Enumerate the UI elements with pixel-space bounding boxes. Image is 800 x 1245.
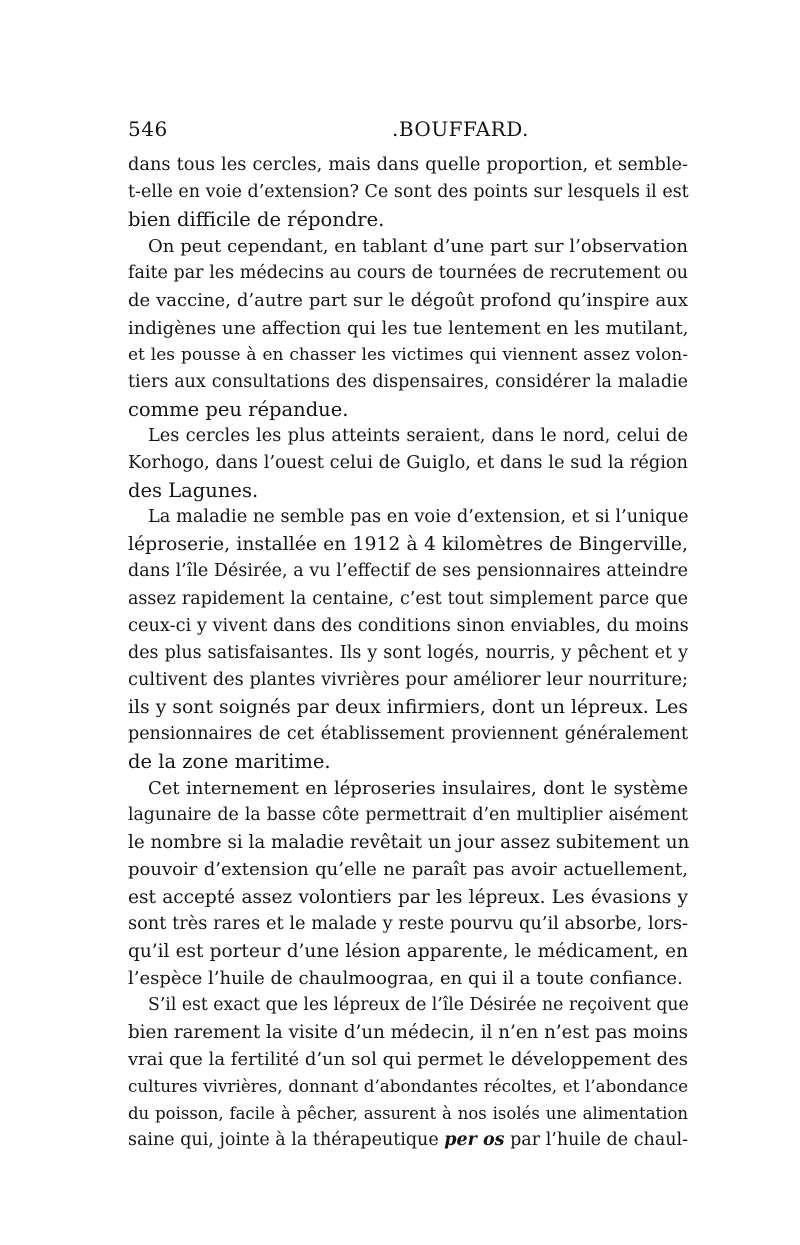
text-segment: Les cercles les plus atteints seraient, dans le nord, celui de (148, 425, 688, 446)
text-line (128, 938, 688, 965)
text-segment: saine qui, jointe à la thérapeutique (128, 1130, 445, 1151)
text-line (128, 1127, 688, 1154)
text-segment: S’il est exact que les lépreux de l’île Désirée ne reçoivent que (148, 994, 689, 1015)
text-line (128, 423, 688, 450)
text-line (128, 504, 688, 531)
page-header (128, 117, 688, 147)
text-segment: pensionnaires de cet établissement proviennent généralement (128, 723, 688, 744)
text-segment: t-elle en voie d’extension? Ce sont des points sur lesquels il est (128, 182, 689, 203)
text-segment: ceux-ci y vivent dans des conditions sinon enviables, du moins (128, 615, 689, 636)
text-segment: le nombre si la maladie revêtait un jour assez subitement un (128, 832, 690, 854)
text-segment: et les pousse à en chasser les victimes qui viennent assez volon- (128, 344, 688, 365)
text-line (128, 206, 688, 233)
text-line (128, 1019, 688, 1046)
text-line (128, 558, 688, 585)
text-segment: lagunaire de la basse côte permettrait d’en multiplier aisément (128, 805, 688, 826)
text-line (128, 992, 688, 1019)
text-segment: bien rarement la visite d’un médecin, il n’en n’est pas moins (128, 1022, 688, 1043)
text-segment: pouvoir d’extension qu’elle ne paraît pas avoir actuellement, (128, 859, 688, 881)
text-line (128, 450, 688, 477)
page-number: 546 (128, 117, 168, 141)
text-line (128, 477, 688, 504)
text-segment: Korhogo, dans l’ouest celui de Guiglo, et dans le sud la région (128, 453, 688, 474)
text-segment: cultivent des plantes vivrières pour améliorer leur nourriture; (128, 669, 688, 690)
text-line (128, 396, 688, 423)
text-segment: Cet internement en léproseries insulaires, dont le système (148, 778, 688, 800)
text-line (128, 179, 688, 206)
text-line (128, 965, 688, 992)
text-line (128, 260, 688, 287)
text-segment: cultures vivrières, donnant d’abondantes récoltes, et l’abondance (128, 1076, 688, 1097)
text-segment: dans l’île Désirée, a vu l’effectif de ses pensionnaires atteindre (128, 561, 688, 582)
text-segment: par l’huile de chaul- (504, 1130, 688, 1151)
text-segment: des plus satisfaisantes. Ils y sont logés, nourris, y pêchent et y (128, 642, 688, 663)
text-segment: vrai que la fertilité d’un sol qui permet le développement des (128, 1049, 688, 1071)
text-segment: de vaccine, d’autre part sur le dégoût profond qu’inspire aux (128, 290, 688, 312)
text-line (128, 315, 688, 342)
text-line (128, 152, 688, 179)
text-line (128, 613, 688, 640)
text-segment: indigènes une affection qui les tue lentement en les mutilant, (128, 317, 689, 339)
text-line (128, 342, 688, 369)
text-line (128, 911, 688, 938)
text-line (128, 748, 688, 775)
text-line (128, 721, 688, 748)
text-line (128, 884, 688, 911)
text-segment: ils y sont soignés par deux infirmiers, dont un lépreux. Les (128, 696, 688, 718)
text-segment: comme peu répandue. (128, 397, 349, 421)
text-line (128, 640, 688, 667)
text-segment: de la zone maritime. (128, 750, 331, 774)
text-segment: l’espèce l’huile de chaulmoograa, en qui il a toute confiance. (128, 967, 683, 989)
text-segment: léproserie, installée en 1912 à 4 kilomètres de Bingerville, (128, 534, 688, 556)
text-segment: faite par les médecins au cours de tournées de recrutement ou (128, 263, 688, 284)
text-line (128, 802, 688, 829)
text-line (128, 1046, 688, 1073)
running-head: .BOUFFARD. (392, 117, 529, 141)
text-segment: assez rapidement la centaine, c’est tout simplement parce que (128, 588, 688, 609)
text-segment: du poisson, facile à pêcher, assurent à nos isolés une alimentation (128, 1104, 688, 1124)
italic-phrase: per os (444, 1130, 505, 1151)
text-segment: tiers aux consultations des dispensaires, considérer la maladie (128, 371, 688, 392)
body-text (128, 152, 688, 1154)
text-segment: sont très rares et le malade y reste pourvu qu’il absorbe, lors- (128, 913, 688, 934)
text-segment: On peut cependant, en tablant d’une part sur l’observation (148, 236, 688, 258)
text-line (128, 775, 688, 802)
text-line (128, 694, 688, 721)
text-line (128, 667, 688, 694)
text-segment: des Lagunes. (128, 479, 259, 503)
text-line (128, 829, 688, 856)
text-line (128, 1073, 688, 1100)
text-line (128, 287, 688, 314)
text-line (128, 856, 688, 883)
text-segment: bien difficile de répondre. (128, 208, 385, 232)
text-segment: La maladie ne semble pas en voie d’extension, et si l’unique (148, 507, 689, 528)
text-line (128, 531, 688, 558)
text-line (128, 586, 688, 613)
text-segment: est accepté assez volontiers par les lépreux. Les évasions y (128, 886, 688, 908)
text-segment: dans tous les cercles, mais dans quelle proportion, et semble- (128, 155, 688, 175)
text-line (128, 1100, 688, 1127)
text-line (128, 233, 688, 260)
text-line (128, 369, 688, 396)
text-segment: qu’il est porteur d’une lésion apparente, le médicament, en (128, 940, 688, 962)
